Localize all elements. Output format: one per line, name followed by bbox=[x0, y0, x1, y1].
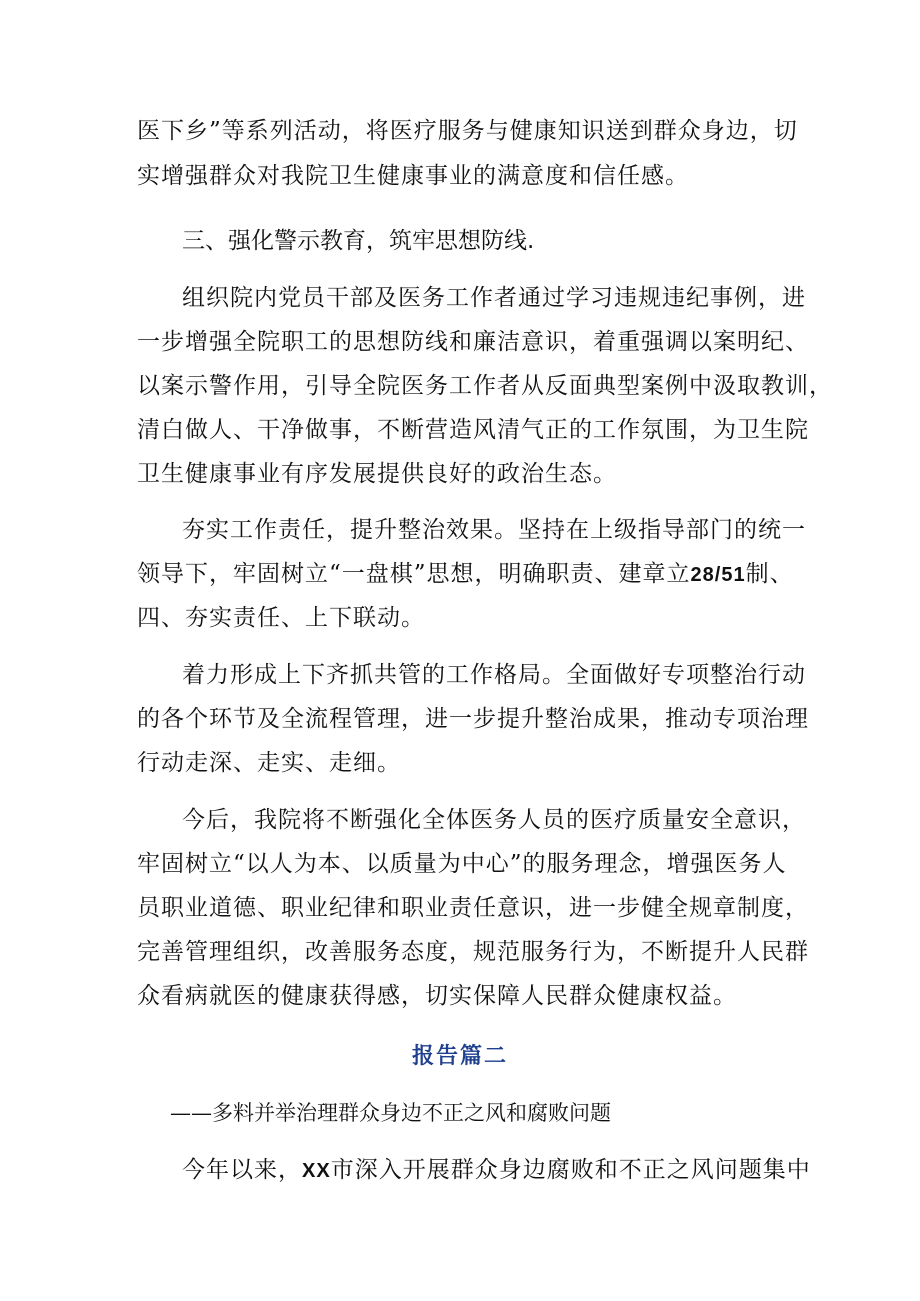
paragraph-3-line-3: 四、夯实责任、上下联动。 bbox=[137, 605, 425, 631]
report-2-title: 报告篇二 bbox=[411, 1043, 508, 1069]
section-3-heading: 三、强化警示教育，筑牢思想防线. bbox=[182, 228, 535, 254]
page-number: 28/51 bbox=[690, 564, 746, 586]
paragraph-4-line-3: 行动走深、走实、走细。 bbox=[137, 750, 401, 776]
paragraph-4-line-1: 着力形成上下齐抓共管的工作格局。全面做好专项整治行动 bbox=[182, 662, 806, 688]
paragraph-1-line-2: 实增强群众对我院卫生健康事业的满意度和信任感。 bbox=[137, 163, 689, 189]
paragraph-3-line-1: 夯实工作责任，提升整治效果。坚持在上级指导部门的统一 bbox=[182, 517, 806, 543]
paragraph-2-line-3: 以案示警作用，引导全院医务工作者从反面典型案例中汲取教训， bbox=[137, 373, 833, 399]
city-placeholder: XX bbox=[302, 1160, 331, 1182]
report-2-subtitle: ——多料并举治理群众身边不正之风和腐败问题 bbox=[170, 1101, 611, 1125]
paragraph-2-line-1: 组织院内党员干部及医务工作者通过学习违规违纪事例，进 bbox=[182, 285, 806, 311]
paragraph-6-text-a: 今年以来， bbox=[182, 1157, 302, 1183]
paragraph-2-line-2: 一步增强全院职工的思想防线和廉洁意识，着重强调以案明纪、 bbox=[137, 329, 809, 355]
paragraph-5-line-2: 牢固树立“以人为本、以质量为中心”的服务理念，增强医务人 bbox=[137, 851, 787, 877]
paragraph-5-line-4: 完善管理组织，改善服务态度，规范服务行为，不断提升人民群 bbox=[137, 939, 809, 965]
paragraph-3-line-2-text-a: 领导下，牢固树立“一盘棋”思想，明确职责、建章立 bbox=[137, 561, 691, 587]
paragraph-1-line-1: 医下乡”等系列活动，将医疗服务与健康知识送到群众身边，切 bbox=[137, 118, 798, 144]
paragraph-6-text-b: 市深入开展群众身边腐败和不正之风问题集中 bbox=[330, 1157, 811, 1183]
paragraph-4-line-2: 的各个环节及全流程管理，进一步提升整治成果，推动专项治理 bbox=[137, 706, 809, 732]
paragraph-3-line-2 bbox=[137, 559, 794, 590]
paragraph-2-line-5: 卫生健康事业有序发展提供良好的政治生态。 bbox=[137, 461, 617, 487]
paragraph-2-line-4: 清白做人、干净做事，不断营造风清气正的工作氛围，为卫生院 bbox=[137, 417, 809, 443]
paragraph-5-line-1: 今后，我院将不断强化全体医务人员的医疗质量安全意识， bbox=[182, 807, 806, 833]
paragraph-3-line-2-text-b: 制、 bbox=[745, 561, 794, 587]
paragraph-6-line-1 bbox=[182, 1155, 811, 1186]
paragraph-5-line-3: 员职业道德、职业纪律和职业责任意识，进一步健全规章制度， bbox=[137, 895, 809, 921]
paragraph-5-line-5: 众看病就医的健康获得感，切实保障人民群众健康权益。 bbox=[137, 983, 737, 1009]
